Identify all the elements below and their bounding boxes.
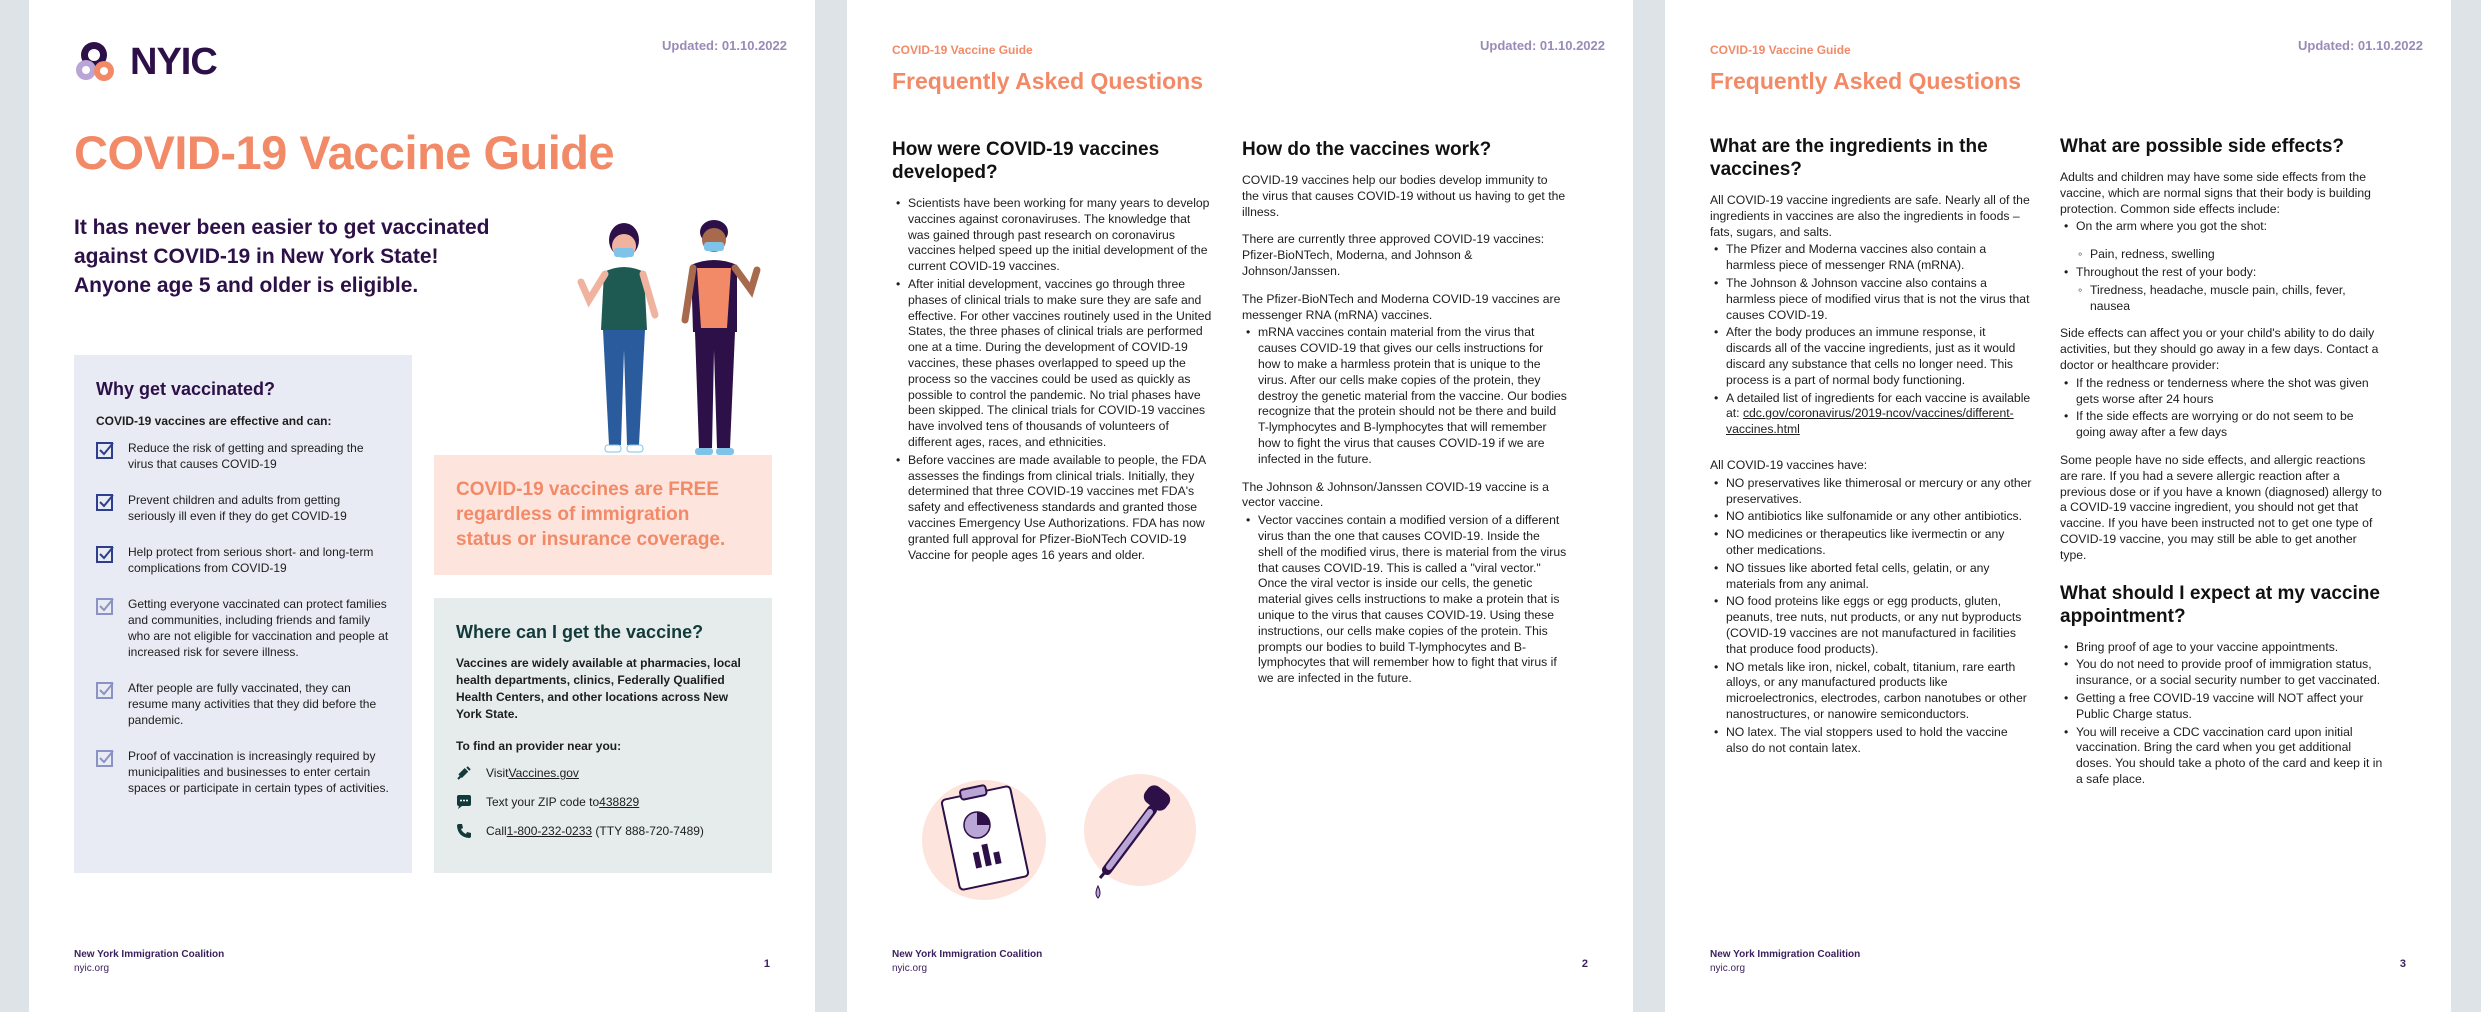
updated-date: Updated: 01.10.2022 — [1479, 38, 1605, 53]
list-item: • Getting a free COVID-19 vaccine will NOT affect your Public Charge status. — [2060, 691, 2385, 723]
checkbox-checked-icon — [96, 441, 114, 459]
faq-column-developed — [892, 138, 1214, 575]
page-3 — [1665, 0, 2451, 1012]
why-item — [96, 492, 390, 524]
list-item: • NO tissues like aborted fetal cells, gelatin, or any materials from any animal. — [1710, 561, 2032, 593]
why-item — [96, 748, 390, 796]
list-item: • The Johnson & Johnson vaccine also contains a harmless piece of modified virus that is not the virus that causes COVID-19. — [1710, 276, 2032, 323]
cdc-ingredients-link[interactable]: cdc.gov/coronavirus/2019-ncov/vaccines/different-vaccines.html — [1726, 406, 2014, 437]
page-number: 3 — [2399, 958, 2406, 970]
faq-sublist — [2060, 283, 2385, 315]
visit-row — [456, 765, 750, 781]
nyic-logo-icon — [74, 38, 124, 86]
faq-heading: How do the vaccines work? — [1242, 139, 1492, 160]
where-vaccine-box — [434, 598, 772, 873]
footer-org: New York Immigration Coalition — [74, 949, 225, 960]
list-item: • NO food proteins like eggs or egg products, gluten, peanuts, tree nuts, nut products, or any nut byproducts (COVID-19 vaccines are not manufactured in facilities that produce food products). — [1710, 594, 2032, 657]
paragraph: The Pfizer-BioNTech and Moderna COVID-19 vaccines are messenger RNA (mRNA) vaccines. — [1242, 291, 1561, 322]
footer-url[interactable]: nyic.org — [892, 963, 928, 974]
page-kicker: COVID-19 Vaccine Guide — [892, 43, 1033, 57]
footer-url[interactable]: nyic.org — [1710, 963, 1746, 974]
list-item: • Bring proof of age to your vaccine appointments. — [2060, 640, 2385, 656]
footer — [892, 948, 1042, 976]
call-row — [456, 823, 750, 839]
where-heading: Where can I get the vaccine? — [456, 622, 704, 642]
list-item: • After initial development, vaccines go through three phases of clinical trials to make sure they are safe and effective. For other vaccines routinely used in the United States, the three phases of clinical trials are performed one at a time. During the development of COVID-19 vaccines, these phases overlapped to speed up the process so the vaccines could be used as quickly as possible to control the pandemic. No trial phases have been skipped. The clinical trials for COVID-19 vaccines have involved tens of thousands of volunteers of different ages, races, and ethnicities. — [892, 277, 1214, 451]
list-item: • Throughout the rest of your body: — [2060, 265, 2385, 281]
footer-org: New York Immigration Coalition — [1710, 949, 1861, 960]
faq-list — [1242, 513, 1567, 687]
list-item: • Vector vaccines contain a modified version of a different virus than the one that causes COVID-19. Inside the shell of the modified virus, there is material from the virus that causes COVID-19. This is called a "viral vector." Once the viral vector is inside our cells, the genetic material gives cells instructions to make a protein that is unique to the virus that causes COVID-19. Using these instructions, our cells make copies of the protein. This prompts our bodies to build T-lymphocytes and B-lymphocytes that will remember how to fight that virus if we are infected in the future. — [1242, 513, 1567, 687]
faq-list — [1710, 242, 2032, 438]
paragraph: COVID-19 vaccines help our bodies develop immunity to the virus that causes COVID-19 without us having to get the illness. — [1242, 173, 1566, 219]
faq-sublist — [2060, 247, 2385, 263]
list-item: • The Pfizer and Moderna vaccines also contain a harmless piece of messenger RNA (mRNA). — [1710, 242, 2032, 274]
checkbox-checked-icon — [96, 597, 114, 615]
page-title: COVID-19 Vaccine Guide — [74, 126, 615, 179]
why-item-text: Prevent children and adults from getting seriously ill even if they do get COVID-19 — [128, 493, 347, 523]
page-title: Frequently Asked Questions — [892, 68, 1203, 94]
call-suffix: (TTY 888-720-7489) — [592, 824, 704, 838]
faq-list — [2060, 376, 2385, 441]
faq-list — [1242, 325, 1567, 467]
list-item: • NO preservatives like thimerosal or mercury or any other preservatives. — [1710, 476, 2032, 508]
list-item: • If the redness or tenderness where the shot was given gets worse after 24 hours — [2060, 376, 2385, 408]
paragraph: All COVID-19 vaccine ingredients are safe. Nearly all of the ingredients in vaccines are also the ingredients in foods – fats, sugars, and salts. — [1710, 193, 2030, 239]
list-item: • NO latex. The vial stoppers used to hold the vaccine also do not contain latex. — [1710, 725, 2032, 757]
syringe-icon — [456, 765, 472, 781]
list-item: • NO antibiotics like sulfonamide or any other antibiotics. — [1710, 509, 2032, 525]
why-item — [96, 440, 390, 472]
footer — [74, 948, 224, 976]
faq-heading: How were COVID-19 vaccines developed? — [892, 139, 1160, 183]
why-item — [96, 596, 390, 660]
why-lead: COVID-19 vaccines are effective and can: — [96, 414, 332, 428]
chat-bubble-icon — [456, 794, 472, 810]
list-item: ◦ Pain, redness, swelling — [2060, 247, 2385, 263]
why-heading: Why get vaccinated? — [96, 379, 276, 399]
list-item: ◦ Tiredness, headache, muscle pain, chills, fever, nausea — [2060, 283, 2385, 315]
list-item: • If the side effects are worrying or do not seem to be going away after a few days — [2060, 409, 2385, 441]
paragraph: All COVID-19 vaccines have: — [1710, 457, 1868, 472]
free-callout: COVID-19 vaccines are FREE regardless of immigration status or insurance coverage. — [434, 455, 772, 575]
paragraph: Some people have no side effects, and allergic reactions are rare. If you had a severe allergic reaction after a previous dose or if you have a known (diagnosed) allergy to a COVID-19 vaccine ingredient, you should not get that vaccine. If you have been instructed not to get one type of COVID-19 vaccine, you may still be able to get another type. — [2060, 452, 2382, 562]
footer-org: New York Immigration Coalition — [892, 949, 1043, 960]
faq-column-how-work — [1242, 138, 1567, 699]
checkbox-checked-icon — [96, 681, 114, 699]
faq-heading: What are the ingredients in the vaccines? — [1710, 136, 1988, 180]
faq-list — [2060, 219, 2385, 235]
why-vaccinated-box — [74, 355, 412, 873]
visit-prefix: Visit — [486, 766, 509, 780]
footer-url[interactable]: nyic.org — [74, 963, 110, 974]
why-item-text: Reduce the risk of getting and spreading the virus that causes COVID-19 — [128, 441, 364, 471]
clipboard-dropper-illustration-icon — [922, 770, 1212, 910]
list-item: • You will receive a CDC vaccination card upon initial vaccination. Bring the card when you get additional doses. You should take a photo of the card and keep it in a safe place. — [2060, 725, 2385, 788]
list-item: • NO medicines or therapeutics like ivermectin or any other medications. — [1710, 527, 2032, 559]
why-item — [96, 680, 390, 728]
text-row — [456, 794, 750, 810]
page-title: Frequently Asked Questions — [1710, 68, 2021, 94]
list-item: • After the body produces an immune response, it discards all of the vaccine ingredients, just as it would discard any substance that cells no longer need. This process is a part of normal body functioning. — [1710, 325, 2032, 388]
checkbox-checked-icon — [96, 493, 114, 511]
faq-list — [1710, 476, 2032, 757]
list-item — [1710, 391, 2032, 438]
why-item-text: After people are fully vaccinated, they can resume many activities that they did before the pandemic. — [128, 681, 377, 727]
find-provider-label: To find an provider near you: — [456, 739, 622, 753]
list-item: • Scientists have been working for many years to develop vaccines against coronaviruses. The knowledge that was gained through past research on coronavirus vaccines helped speed up the initial development of the current COVID-19 vaccines. — [892, 196, 1214, 275]
why-item-text: Proof of vaccination is increasingly required by municipalities and businesses to enter certain spaces or participate in certain types of activities. — [128, 749, 389, 795]
phone-icon — [456, 823, 472, 839]
updated-date: Updated: 01.10.2022 — [661, 38, 787, 53]
paragraph: Adults and children may have some side effects from the vaccine, which are normal signs that their body is building protection. Common side effects include: — [2060, 170, 2371, 216]
paragraph: There are currently three approved COVID-19 vaccines: Pfizer-BioNTech, Moderna, and Johnson & Johnson/Janssen. — [1242, 232, 1545, 278]
people-illustration-icon — [569, 210, 769, 465]
faq-list — [2060, 640, 2385, 788]
list-item: • On the arm where you got the shot: — [2060, 219, 2385, 235]
page-kicker: COVID-19 Vaccine Guide — [1710, 43, 1851, 57]
checkbox-checked-icon — [96, 749, 114, 767]
checkbox-checked-icon — [96, 545, 114, 563]
intro-line: It has never been easier to get vaccinated — [74, 216, 490, 239]
page-number: 1 — [763, 958, 770, 970]
list-item: • mRNA vaccines contain material from the virus that causes COVID-19 that gives our cells instructions for how to make a harmless protein that is unique to the virus. After our cells make copies of the protein, they destroy the genetic material from the vaccine. Our bodies recognize that the protein should not be there and build T-lymphocytes and B-lymphocytes that will remember how to fight the virus that causes COVID-19 if we are infected in the future. — [1242, 325, 1567, 467]
why-item-text: Getting everyone vaccinated can protect families and communities, including friends and family who are not eligible for vaccination and people at increased risk for severe illness. — [128, 597, 389, 659]
sms-number-link[interactable]: 438829 — [599, 795, 640, 809]
faq-column-ingredients — [1710, 135, 2032, 768]
faq-list — [2060, 265, 2385, 281]
list-item-text: A detailed list of ingredients for each vaccine is available at: — [1726, 390, 2031, 421]
page-number: 2 — [1581, 958, 1588, 970]
faq-list — [892, 196, 1214, 563]
faq-column-side-effects — [2060, 135, 2385, 800]
footer — [1710, 948, 1860, 976]
why-item-text: Help protect from serious short- and long-term complications from COVID-19 — [128, 545, 374, 575]
where-lead: Vaccines are widely available at pharmacies, local health departments, clinics, Federally Qualified Health Centers, and other locations across New York State. — [456, 656, 741, 721]
text-prefix: Text your ZIP code to — [486, 795, 600, 809]
page-2 — [847, 0, 1633, 1012]
intro-line: Anyone age 5 and older is eligible. — [74, 274, 419, 297]
list-item: • You do not need to provide proof of immigration status, insurance, or a social security number to get vaccinated. — [2060, 657, 2385, 689]
intro-text — [74, 213, 574, 300]
nyic-logo — [74, 38, 217, 86]
list-item: • Before vaccines are made available to people, the FDA assesses the findings from clinical trials. Initially, they determined that three COVID-19 vaccines met FDA's safety and effectiveness standards and granted those vaccines Emergency Use Authorizations. FDA has now granted full approval for Pfizer-BioNTech COVID-19 Vaccine for people ages 16 years and older. — [892, 453, 1214, 564]
logo-text: NYIC — [130, 40, 217, 83]
call-prefix: Call — [486, 824, 507, 838]
faq-heading: What are possible side effects? — [2060, 136, 2345, 157]
vaccines-gov-link[interactable]: Vaccines.gov — [508, 766, 579, 780]
phone-number-link[interactable]: 1-800-232-0233 — [506, 824, 593, 838]
list-item: • NO metals like iron, nickel, cobalt, titanium, rare earth alloys, or any manufactured products like microelectronics, electrodes, carbon nanotubes or other nanostructures, or nanowire semiconductors. — [1710, 660, 2032, 723]
paragraph: Side effects can affect you or your child's ability to do daily activities, but they should go away in a few days. Contact a doctor or healthcare provider: — [2060, 326, 2379, 372]
page-1 — [29, 0, 815, 1012]
intro-line: against COVID-19 in New York State! — [74, 245, 439, 268]
faq-heading: What should I expect at my vaccine appointment? — [2060, 582, 2380, 627]
why-item — [96, 544, 390, 576]
updated-date: Updated: 01.10.2022 — [2297, 38, 2423, 53]
paragraph: The Johnson & Johnson/Janssen COVID-19 vaccine is a vector vaccine. — [1242, 479, 1549, 510]
